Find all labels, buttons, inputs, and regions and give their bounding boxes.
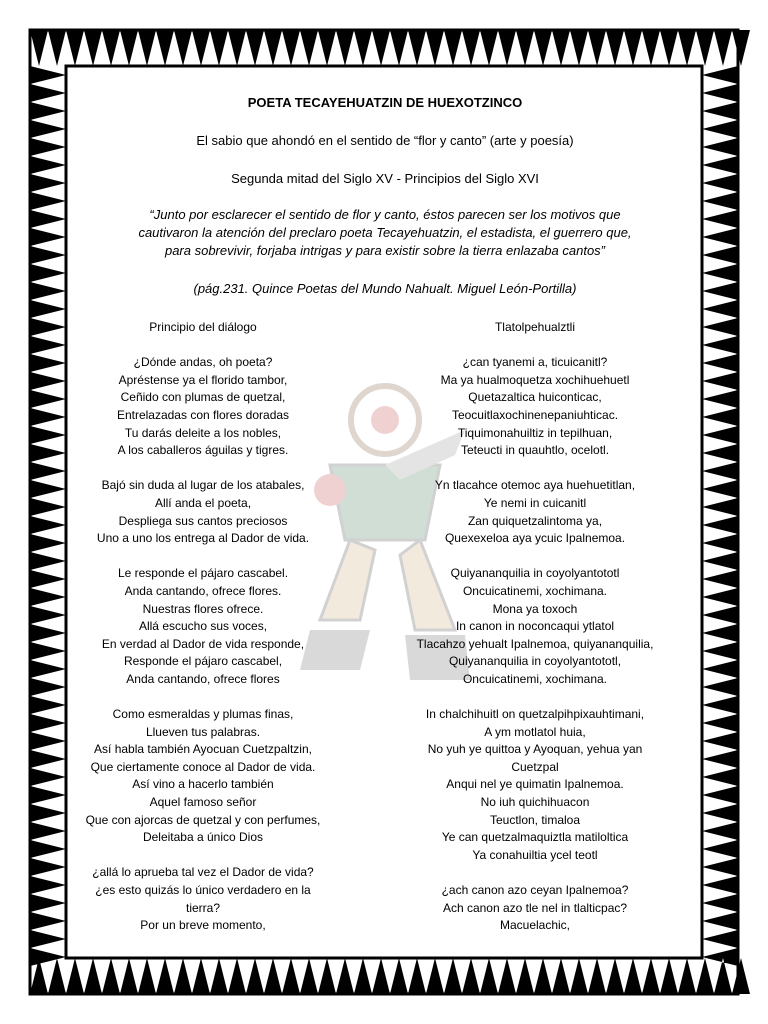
spanish-stanza [78,354,328,460]
poem-line: En verdad al Dador de vida responde, [101,636,305,651]
quote-line-2: cautivaron la atención del preclaro poeta Tecayehuatzin, el estadista, el guerrero que, [138,225,632,240]
spanish-stanza [78,706,328,847]
poem-line: ¿Dónde andas, oh poeta? [133,355,273,370]
nahuatl-column [390,319,680,952]
nahuatl-stanza [390,565,680,688]
nahuatl-stanza [390,882,680,935]
poem-line: Oncuicatinemi, xochimana. [462,671,608,686]
poem-line: Por un breve momento, [140,918,266,933]
poem-line: A ym motlatol huia, [484,724,586,739]
poem-line: In canon in noconcaqui ytlatol [455,619,615,634]
poem-line: Responde el pájaro cascabel, [123,654,283,669]
poem-line: Ceñido con plumas de quetzal, [120,390,286,405]
nahuatl-stanza [390,706,680,864]
poem-line: Allá escucho sus voces, [138,619,268,634]
nahuatl-stanza [390,477,680,547]
spanish-heading: Principio del diálogo [149,320,257,334]
poem-line: Anda cantando, ofrece flores [126,671,280,686]
poem-line: Yn tlacahce otemoc aya huehuetitlan, [434,478,636,493]
poem-line: Ye can quetzalmaquiztla matiloltica [441,830,629,845]
poem-line: Anda cantando, ofrece flores. [124,583,282,598]
page-title: POETA TECAYEHUATZIN DE HUEXOTZINCO [247,95,523,110]
poem-line: Entrelazadas con flores doradas [116,407,290,422]
spanish-stanza [78,477,328,547]
quote-line-3: para sobrevivir, forjaba intrigas y para existir sobre la tierra enlazaba cantos” [164,243,606,258]
poem-line: Tlacahzo yehualt Ipalnemoa, quiyananquilia, [416,636,654,651]
poem-line: Ach canon azo tle nel in tlalticpac? [442,900,628,915]
citation: (pág.231. Quince Poetas del Mundo Nahualt. Miguel León-Portilla) [193,281,577,296]
poem-line: Quexexeloa aya ycuic Ipalnemoa. [444,531,626,546]
period-line: Segunda mitad del Siglo XV - Principios del Siglo XVI [231,171,539,186]
poem-line: A los caballeros águilas y tigres. [117,443,289,458]
poem-line: Ma ya hualmoquetza xochihuehuetl [440,372,630,387]
poem-line: Nuestras flores ofrece. [142,601,264,616]
poem-line: Quiyananquilia in coyolyantototl, [448,654,622,669]
spanish-stanza [78,864,328,934]
poem-line: Quiyananquilia in coyolyantototl [450,566,620,581]
poem-line: Uno a uno los entrega al Dador de vida. [96,531,310,546]
poem-line: Cuetzpal [511,759,559,774]
poem-line: Oncuicatinemi, xochimana. [462,583,608,598]
poem-line: In chalchihuitl on quetzalpihpixauhtimani, [425,707,645,722]
poem-line: Llueven tus palabras. [145,724,261,739]
poem-line: tierra? [185,900,220,915]
page-subtitle: El sabio que ahondó en el sentido de “flor y canto” (arte y poesía) [196,133,574,148]
poem-line: Ye nemi in cuicanitl [483,495,587,510]
spanish-column [78,319,328,952]
poem-line: Como esmeraldas y plumas finas, [112,707,294,722]
poem-line: No iuh quichihuacon [480,795,590,810]
poem-line: Tiquimonahuiltiz in tepilhuan, [457,425,613,440]
nahuatl-heading: Tlatolpehualztli [494,320,576,334]
poem-line: Quetazaltica huiconticac, [468,390,602,405]
poem-line: Zan quiquetzalintoma ya, [467,513,603,528]
poem-line: ¿can tyanemi a, ticuicanitl? [462,355,608,370]
poem-line: Aquel famoso señor [149,795,257,810]
quote-line-1: “Junto por esclarecer el sentido de flor y canto, éstos parecen ser los motivos que [149,207,621,222]
poem-line: Ya conahuiltia ycel teotl [472,847,598,862]
poem-line: Anqui nel ye quimatin Ipalnemoa. [446,777,624,792]
nahuatl-stanza [390,354,680,460]
poem-line: Allí anda el poeta, [154,495,252,510]
spanish-stanza [78,565,328,688]
poem-line: Que ciertamente conoce al Dador de vida. [90,759,316,774]
poem-line: Le responde el pájaro cascabel. [117,566,289,581]
poem-line: Tu darás deleite a los nobles, [124,425,282,440]
document-page [68,60,702,960]
poem-line: Deleitaba a único Dios [142,830,264,845]
poem-line: Despliega sus cantos preciosos [118,513,288,528]
poem-line: Que con ajorcas de quetzal y con perfumes, [85,812,321,827]
poem-line: Así habla también Ayocuan Cuetzpaltzin, [94,742,312,757]
poem-line: Macuelachic, [499,918,571,933]
poem-line: No yuh ye quittoa y Ayoquan, yehua yan [427,742,643,757]
poem-line: Apréstense ya el florido tambor, [118,372,288,387]
poem-line: ¿ach canon azo ceyan Ipalnemoa? [441,883,629,897]
poem-line: Teuctlon, timaloa [489,812,581,827]
poem-line: Teocuitlaxochinenepaniuhticac. [451,407,619,422]
poem-line: ¿es esto quizás lo único verdadero en la [95,883,311,897]
poem-line: Bajó sin duda al lugar de los atabales, [101,478,305,493]
poem-line: Teteucti in quauhtlo, ocelotl. [460,443,610,458]
poem-line: Así vino a hacerlo también [132,777,274,792]
poem-line: Mona ya toxoch [492,601,578,616]
poem-line: ¿allá lo aprueba tal vez el Dador de vida? [92,865,314,880]
